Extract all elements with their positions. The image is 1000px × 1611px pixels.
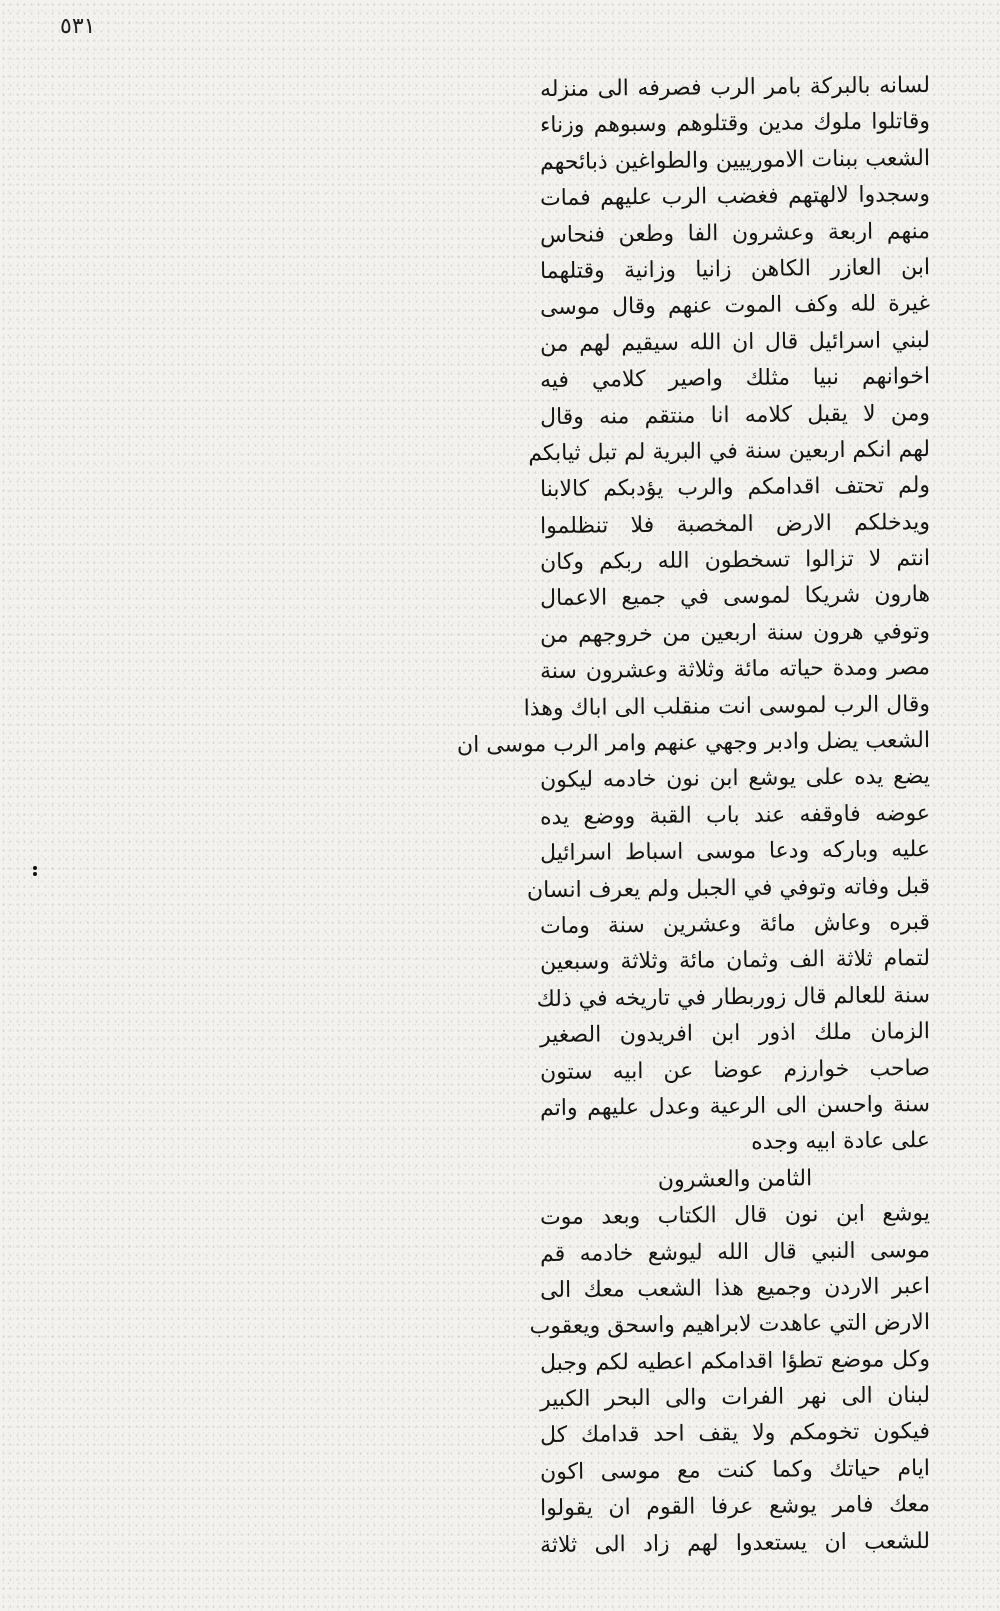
text-line: ومن لا يقبل كلامه انا منتقم منه وقال (539, 400, 931, 430)
text-line: لبنان الى نهر الفرات والى البحر الكبير (539, 1383, 931, 1413)
text-line: معك فامر يوشع عرفا القوم ان يقولوا (539, 1492, 931, 1522)
section-heading: الثامن والعشرون (657, 1165, 813, 1193)
text-line: مصر ومدة حياته مائة وثلاثة وعشرون سنة (539, 655, 931, 685)
text-line: عليه وباركه ودعا موسى اسباط اسرائيل (539, 837, 931, 867)
text-line: الزمان ملك اذور ابن افريدون الصغير (539, 1019, 931, 1049)
text-line: قبره وعاش مائة وعشرين سنة ومات (539, 909, 931, 940)
text-line: فيكون تخومكم ولا يقف احد قدامك كل (539, 1419, 931, 1449)
text-line: للشعب ان يستعدوا لهم زاد الى ثلاثة (539, 1528, 931, 1558)
text-line: ويدخلكم الارض المخصبة فلا تنظلموا (539, 509, 931, 539)
text-line: غيرة لله وكف الموت عنهم وقال موسى (539, 291, 931, 321)
text-line: هارون شريكا لموسى في جميع الاعمال (539, 582, 931, 612)
text-line: لبني اسرائيل قال ان الله سيقيم لهم من (539, 327, 931, 357)
text-line: يوشع ابن نون قال الكتاب وبعد موت (539, 1201, 931, 1231)
text-line: وسجدوا لالهتهم فغضب الرب عليهم فمات (539, 182, 931, 212)
text-line: اخوانهم نبيا مثلك واصير كلامي فيه (539, 364, 931, 394)
text-line: لهم انكم اربعين سنة في البرية لم تبل ثيابكم (528, 436, 931, 467)
text-line: يضع يده على يوشع ابن نون خادمه ليكون (539, 764, 931, 794)
text-line: موسى النبي قال الله ليوشع خادمه قم (539, 1237, 931, 1267)
margin-mark (33, 866, 37, 876)
text-line: اعبر الاردن وجميع هذا الشعب معك الى (539, 1273, 931, 1303)
text-column (456, 68, 931, 1560)
text-line: الشعب ببنات الامورييين والطواغين ذبائحهم (539, 145, 931, 175)
text-line: ايام حياتك وكما كنت مع موسى اكون (539, 1455, 931, 1485)
text-line: الارض التي عاهدت لابراهيم واسحق ويعقوب (529, 1310, 931, 1340)
text-line: سنة للعالم قال زوربطار في تاريخه في ذلك (536, 982, 931, 1012)
text-line: لتمام ثلاثة الف وثمان مائة وثلاثة وسبعين (539, 946, 931, 976)
text-line: سنة واحسن الى الرعية وعدل عليهم واتم (539, 1091, 931, 1122)
text-line: الشعب يضل وادبر وجهي عنهم وامر الرب موسى ان (456, 728, 931, 758)
text-line: وتوفي هرون سنة اربعين من خروجهم من (539, 618, 931, 648)
text-line: ابن العازر الكاهن زانيا وزانية وقتلهما (539, 254, 931, 285)
text-line: صاحب خوارزم عوضا عن ابيه ستون (539, 1055, 931, 1085)
folio-number: ٥٣١ (60, 14, 96, 39)
text-line: قبل وفاته وتوفي في الجبل ولم يعرف انسان (526, 873, 931, 903)
text-line: وكل موضع تطؤا اقدامكم اعطيه لكم وجبل (539, 1346, 931, 1376)
text-line: على عادة ابيه وجده (751, 1128, 931, 1156)
text-line: عوضه فاوقفه عند باب القبة ووضع يده (539, 800, 931, 830)
text-line: وقال الرب لموسى انت منقلب الى اباك وهذا (523, 691, 931, 721)
text-line: وقاتلوا ملوك مدين وقتلوهم وسبوهم وزناء (539, 109, 931, 139)
text-line: منهم اربعة وعشرون الفا وطعن فنحاس (539, 218, 931, 248)
text-line: لسانه بالبركة بامر الرب فصرفه الى منزله (539, 73, 931, 103)
text-line: انتم لا تزالوا تسخطون الله ربكم وكان (539, 546, 931, 576)
text-line: ولم تحتف اقدامكم والرب يؤدبكم كالابنا (539, 473, 931, 503)
